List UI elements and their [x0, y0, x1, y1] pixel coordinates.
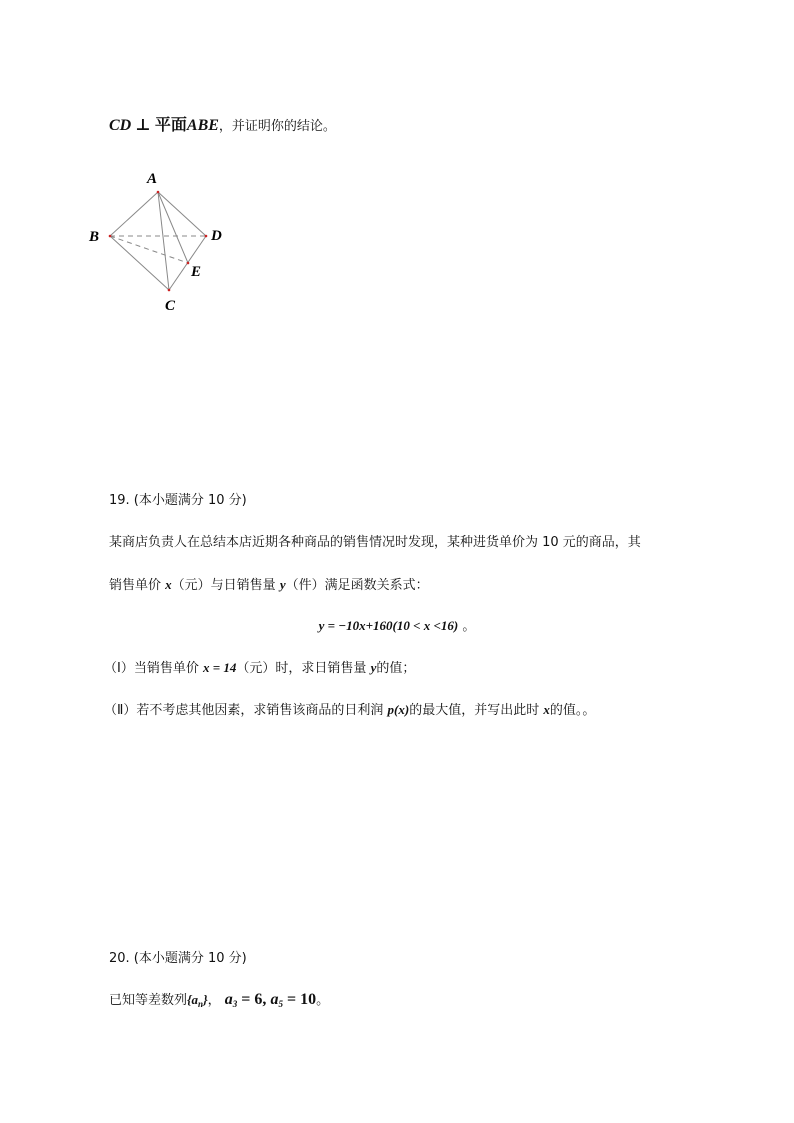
tetrahedron-figure [80, 160, 250, 320]
q20-seq-close: } [203, 992, 208, 1007]
q19-formula-line [0, 616, 794, 637]
q19-part2-c: 的值。。 [549, 703, 596, 718]
edge-be-dashed [110, 236, 188, 263]
q18-cd: CD [109, 117, 132, 134]
q20-a3-var: a [224, 991, 233, 1008]
edge-bc [110, 236, 169, 290]
q20-a5-val: = 10 [283, 991, 317, 1008]
q18-plane: 平面 [154, 117, 187, 134]
q19-line2-b: （元）与日销售量 [171, 578, 276, 593]
q20-a5-var: a [270, 991, 279, 1008]
q20-intro-line [109, 990, 329, 1014]
q19-heading: 19. (本小题满分 10 分) [109, 493, 247, 508]
q19-part1-c: 的值； [376, 661, 416, 676]
q19-part2-px: p(x) [387, 702, 410, 717]
q19-part1-b: （元）时，求日销售量 [236, 661, 367, 676]
q20-a3-val: = 6, [237, 991, 267, 1008]
q19-part1-a: （Ⅰ）当销售单价 [104, 661, 199, 676]
q19-formula-end: 。 [462, 619, 476, 634]
q19-part2-b: 的最大值，并写出此时 [409, 703, 540, 718]
label-a: A [147, 171, 158, 187]
edge-ac [158, 192, 169, 290]
q20-a3 [225, 991, 238, 1008]
q20-heading: 20. (本小题满分 10 分) [109, 951, 247, 966]
edge-ab [110, 192, 158, 236]
q19-part2-a: （Ⅱ）若不考虑其他因素，求销售该商品的日利润 [104, 703, 384, 718]
q19-var-y: y [279, 577, 286, 592]
q19-part2-x: x [543, 702, 550, 717]
q19-part2 [104, 700, 595, 721]
point-e [187, 262, 190, 265]
q19-var-x: x [165, 577, 172, 592]
q20-seq [187, 992, 208, 1007]
q19-line2-c: （件）满足函数关系式： [285, 578, 429, 593]
q18-abe: ABE [186, 117, 219, 134]
point-c [168, 289, 171, 292]
q19-formula: y = −10x+160(10 < x <16) [318, 618, 459, 633]
q18-perp-symbol: ⊥ [135, 117, 151, 134]
q20-comma: ， [207, 993, 221, 1008]
q18-tail-text: ，并证明你的结论。 [218, 119, 336, 134]
q19-line2-a: 销售单价 [109, 578, 162, 593]
q19-intro: 某商店负责人在总结本店近期各种商品的销售情况时发现，某种进货单价为 10 元的商品，其 [109, 535, 641, 550]
q20-intro: 已知等差数列 [109, 993, 188, 1008]
edge-ae [158, 192, 188, 263]
q20-seq-sub: n [198, 999, 204, 1009]
q20-seq-open: {a [187, 992, 199, 1007]
point-a [157, 191, 160, 194]
q19-line2 [109, 575, 429, 596]
q20-a3-sub: 3 [232, 999, 238, 1009]
label-b: B [89, 229, 100, 245]
q20-a5 [271, 991, 284, 1008]
point-d [205, 235, 208, 238]
q19-part1 [104, 658, 415, 679]
q19-part1-eq: x = 14 [202, 660, 237, 675]
point-b [109, 235, 112, 238]
label-c: C [165, 298, 176, 314]
edge-ad [158, 192, 206, 236]
q20-a5-sub: 5 [278, 999, 284, 1009]
label-e: E [191, 264, 202, 280]
q19-part1-y: y [370, 660, 377, 675]
label-d: D [211, 228, 222, 244]
q20-end: 。 [316, 993, 330, 1008]
q18-conclusion-line [109, 116, 336, 137]
